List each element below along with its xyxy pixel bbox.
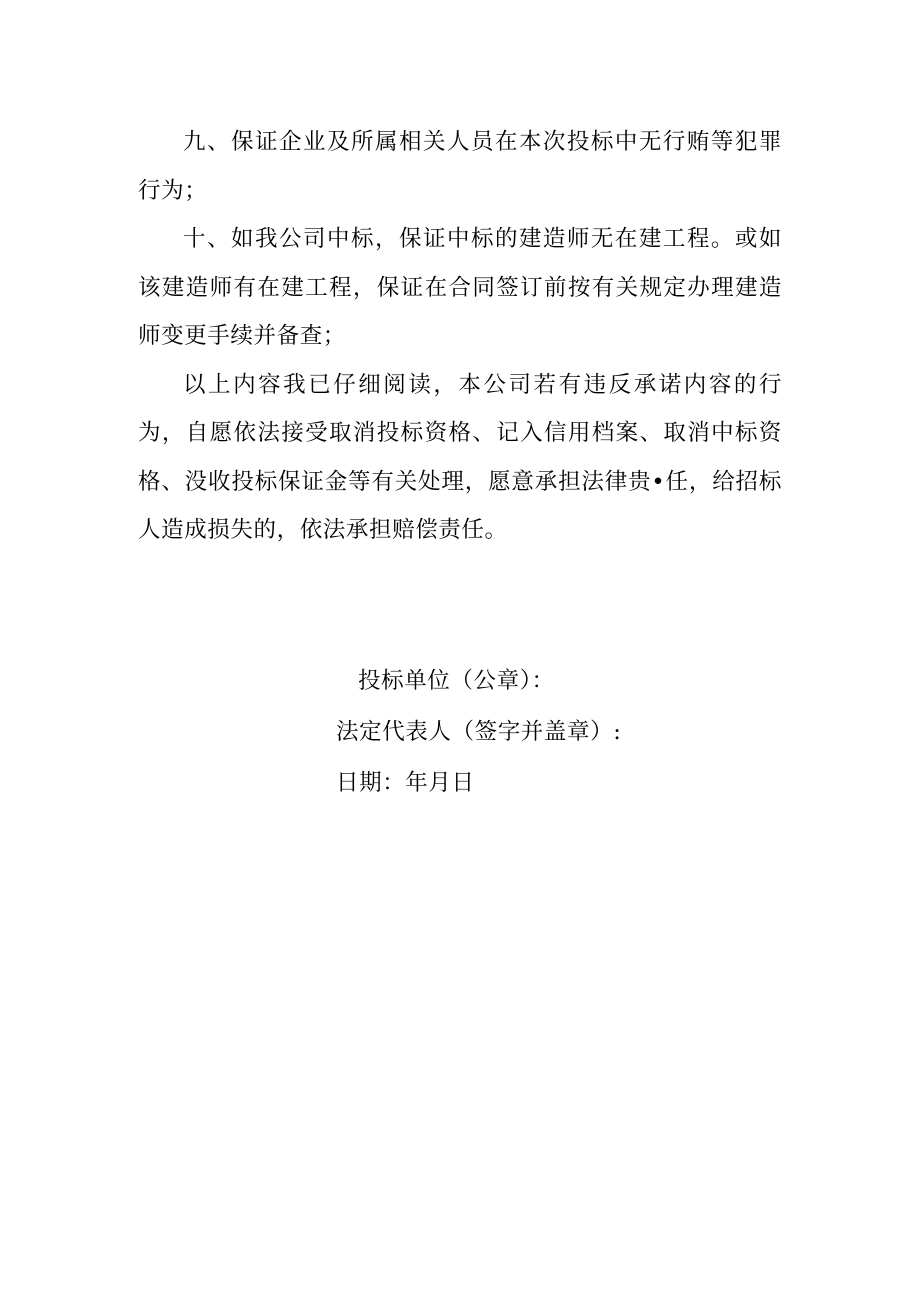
clause-nine: 九、保证企业及所属相关人员在本次投标中无行贿等犯罪行为； [138, 129, 782, 204]
clause-ten: 十、如我公司中标，保证中标的建造师无在建工程。或如该建造师有在建工程，保证在合同签订前按有关规定办理建造师变更手续并备查； [138, 226, 782, 349]
closing-statement: 以上内容我已仔细阅读，本公司若有违反承诺内容的行为，自愿依法接受取消投标资格、记入信用档案、取消中标资格、没收投标保证金等有关处理，愿意承担法律贵•任，给招标人造成损失的，依法承担赔偿责任。 [138, 371, 782, 543]
legal-representative-line: 法定代表人（签字并盖章）: [336, 719, 622, 745]
bidder-seal-line: 投标单位（公章）： [358, 668, 555, 694]
commitment-body [138, 118, 782, 555]
date-line: 日期：年月日 [336, 770, 475, 796]
